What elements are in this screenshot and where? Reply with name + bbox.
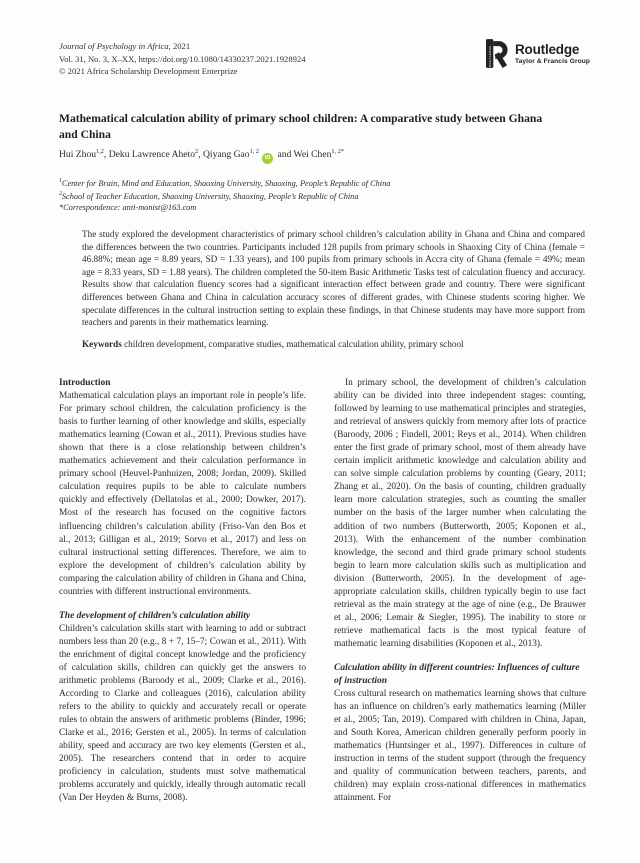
body-columns xyxy=(59,377,586,863)
affiliation-text: Center for Brain, Mind and Education, Shaoxing University, Shaoxing, People’s Republic of China xyxy=(61,178,391,188)
journal-name: Journal of Psychology in Africa xyxy=(59,41,169,51)
section-heading-introduction: Introduction xyxy=(59,378,111,388)
author-affiliation-sup: 2 xyxy=(195,147,199,155)
journal-header xyxy=(59,40,306,78)
author-affiliation-sup: 1, 2* xyxy=(331,147,344,155)
left-column xyxy=(59,377,306,863)
author-affiliation-sup: 1,2 xyxy=(96,147,104,155)
author-separator: , xyxy=(103,149,109,161)
keywords-text: children development, comparative studies, mathematical calculation ability, primary school xyxy=(124,338,464,349)
svg-text:ROUTLEDGE: ROUTLEDGE xyxy=(488,45,493,67)
logo-text xyxy=(515,38,590,65)
culture-paragraph: Cross cultural research on mathematics learning shows that culture has an influence on children’s early mathematics learning (Miller et al., 2005; Tan, 2019). Compared with children in China, Japan, and South Korea, American children generally perform poorly in mathematics (Huntsinger et al., 1997). Differences in culture of instruction in terms of the student support (through the frequency and quality of communication between teachers, parents, and children) may explain cross-national differences in mathematics attainment. For xyxy=(334,689,586,804)
author-affiliation-sup: 1, 2 xyxy=(249,147,260,155)
logo-brand-name: Routledge xyxy=(515,42,580,57)
correspondence-line: *Correspondence: anti-monist@163.com xyxy=(59,202,197,212)
keywords-label: Keywords xyxy=(82,338,122,349)
copyright-line: © 2021 Africa Scholarship Development Enterprize xyxy=(59,66,238,76)
author-name: Wei Chen xyxy=(293,149,332,161)
affiliation-2 xyxy=(59,189,390,202)
subsection-heading-culture: Calculation ability in different countries: Influences of culture of instruction xyxy=(334,662,580,687)
affiliation-1 xyxy=(59,176,390,189)
author-name: Qiyang Gao xyxy=(202,149,250,161)
affiliations xyxy=(59,176,390,213)
author-line xyxy=(59,148,344,164)
routledge-mark-icon xyxy=(486,38,511,69)
affiliation-sup: 2 xyxy=(59,190,62,197)
journal-year: , 2021 xyxy=(168,41,191,51)
abstract-text: The study explored the development characteristics of primary school children’s calculation ability in Ghana and China and compared the differences between the two countries. Participants included 128 pupils from primary schools in Shaoxing City of China (female = 46.88%; mean age = 8.89 years, SD = 1.33 years), and 100 pupils from primary schools in Accra city of Ghana (female = 49%; mean age = 8.33 years, SD = 1.88 years). The children completed the 50-item Basic Arithmetic Tasks test of calculation fluency and accuracy. Results show that calculation fluency scores had a significant interaction effect between grade and country. There were significant differences between Ghana and China in calculation accuracy scores of different grades, with Chinese students scoring higher. We speculate differences in the cultural instruction setting to explain these findings, in that Chinese students may have more support from teachers and parents in their mathematics learning. xyxy=(82,229,585,328)
affiliation-text: School of Teacher Education, Shaoxing University, Shaoxing, People’s Republic of China xyxy=(61,191,359,201)
author-separator: , xyxy=(198,149,203,161)
stages-paragraph: In primary school, the development of children’s calculation ability can be divided into three independent stages: counting, followed by learning to use mathematical principles and strategies, and retrieval of answers quickly from memory after lots of practice (Baroody, 2006 ; Findell, 2001; Reys et al., 2014). When children enter the first grade of primary school, most of them already have certain implicit arithmetic knowledge and calculation ability and can solve simple calculation problems by counting (Geary, 2011; Zhang et al., 2020). On the basis of counting, children gradually learn more calculation strategies, such as counting the smaller number on the basis of the larger number when calculating the addition of two numbers (Butterworth, 2005; Koponen et al., 2013). With the enhancement of the number combination knowledge, the second and third grade primary school students begin to learn more calculation skills such as multiplication and division (Butterworth, 2005). In the development of age-appropriate calculation skills, children typically begin to use fact retrieval as the main strategy at the age of nine (e.g., De Brauwer et al., 2006; Lemair & Siegler, 1995). The inability to store or retrieve mathematical facts is the most typical feature of mathematic learning disabilities (Koponen et al., 2013). xyxy=(334,378,586,649)
introduction-paragraph: Mathematical calculation plays an important role in people’s life. For primary school children, the calculation proficiency is the basis to further learning of other knowledge and skills, especially mathematics learning (Cowan et al., 2011). Previous studies have shown that there is a close relationship between children’s mathematics achievement and their calculation performance in primary school (Heuvel-Panhuizen, 2008; Jordan, 2009). Skilled calculation requires pupils to be able to calculate numbers quickly and effectively (Dellatolas et al., 2000; Dowker, 2017). Most of the research has focused on the cognitive factors influencing children’s calculation ability (Friso-Van den Bos et al., 2013; Gilligan et al., 2019; Sorvo et al., 2017) and less on cultural instructional setting differences. Therefore, we aim to explore the development of children’s calculation ability by comparing the calculation ability of children in Ghana and China, countries with different instructional environments. xyxy=(59,391,306,597)
logo-tagline: Taylor & Francis Group xyxy=(515,58,590,65)
author-name: Hui Zhou xyxy=(59,149,97,161)
abstract-block xyxy=(82,228,585,350)
affiliation-sup: 1 xyxy=(59,178,62,184)
journal-line xyxy=(59,40,306,53)
orcid-icon[interactable]: iD xyxy=(262,153,273,164)
subsection-heading-development: The development of children’s calculation ability xyxy=(59,610,251,621)
keywords-line xyxy=(82,338,585,351)
paper-title: Mathematical calculation ability of primary school children: A comparative study between Ghana and China xyxy=(59,112,543,141)
doi-line: Vol. 31, No. 3, X–XX, https://doi.org/10.1080/14330237.2021.1928924 xyxy=(59,53,306,64)
development-paragraph: Children’s calculation skills start with learning to add or subtract numbers less than 20 (e.g., 8 + 7, 15–7; Cowan et al., 2011). With the enrichment of digital concept knowledge and the proficiency of calculation skills, children can quickly get the answers to arithmetic problems (Baroody et al., 2009; Clarke et al., 2016). According to Clarke and colleagues (2016), calculation ability refers to the ability to quickly and accurately recall or operate rules to obtain the answers of arithmetic problems (Binder, 1996; Clarke et al., 2016; Gersten et al., 2005). In terms of calculation ability, speed and accuracy are two key elements (Gersten et al., 2005). The researchers contend that in order to acquire proficiency in calculation, students must solve mathematical problems accurately and quickly, ideally through automatic recall (Van Der Heyden & Burns, 2008). xyxy=(59,623,306,804)
routledge-logo xyxy=(486,38,590,69)
right-column xyxy=(334,377,586,863)
author-name: Deku Lawrence Aheto xyxy=(108,149,196,161)
author-separator: and xyxy=(275,149,294,161)
